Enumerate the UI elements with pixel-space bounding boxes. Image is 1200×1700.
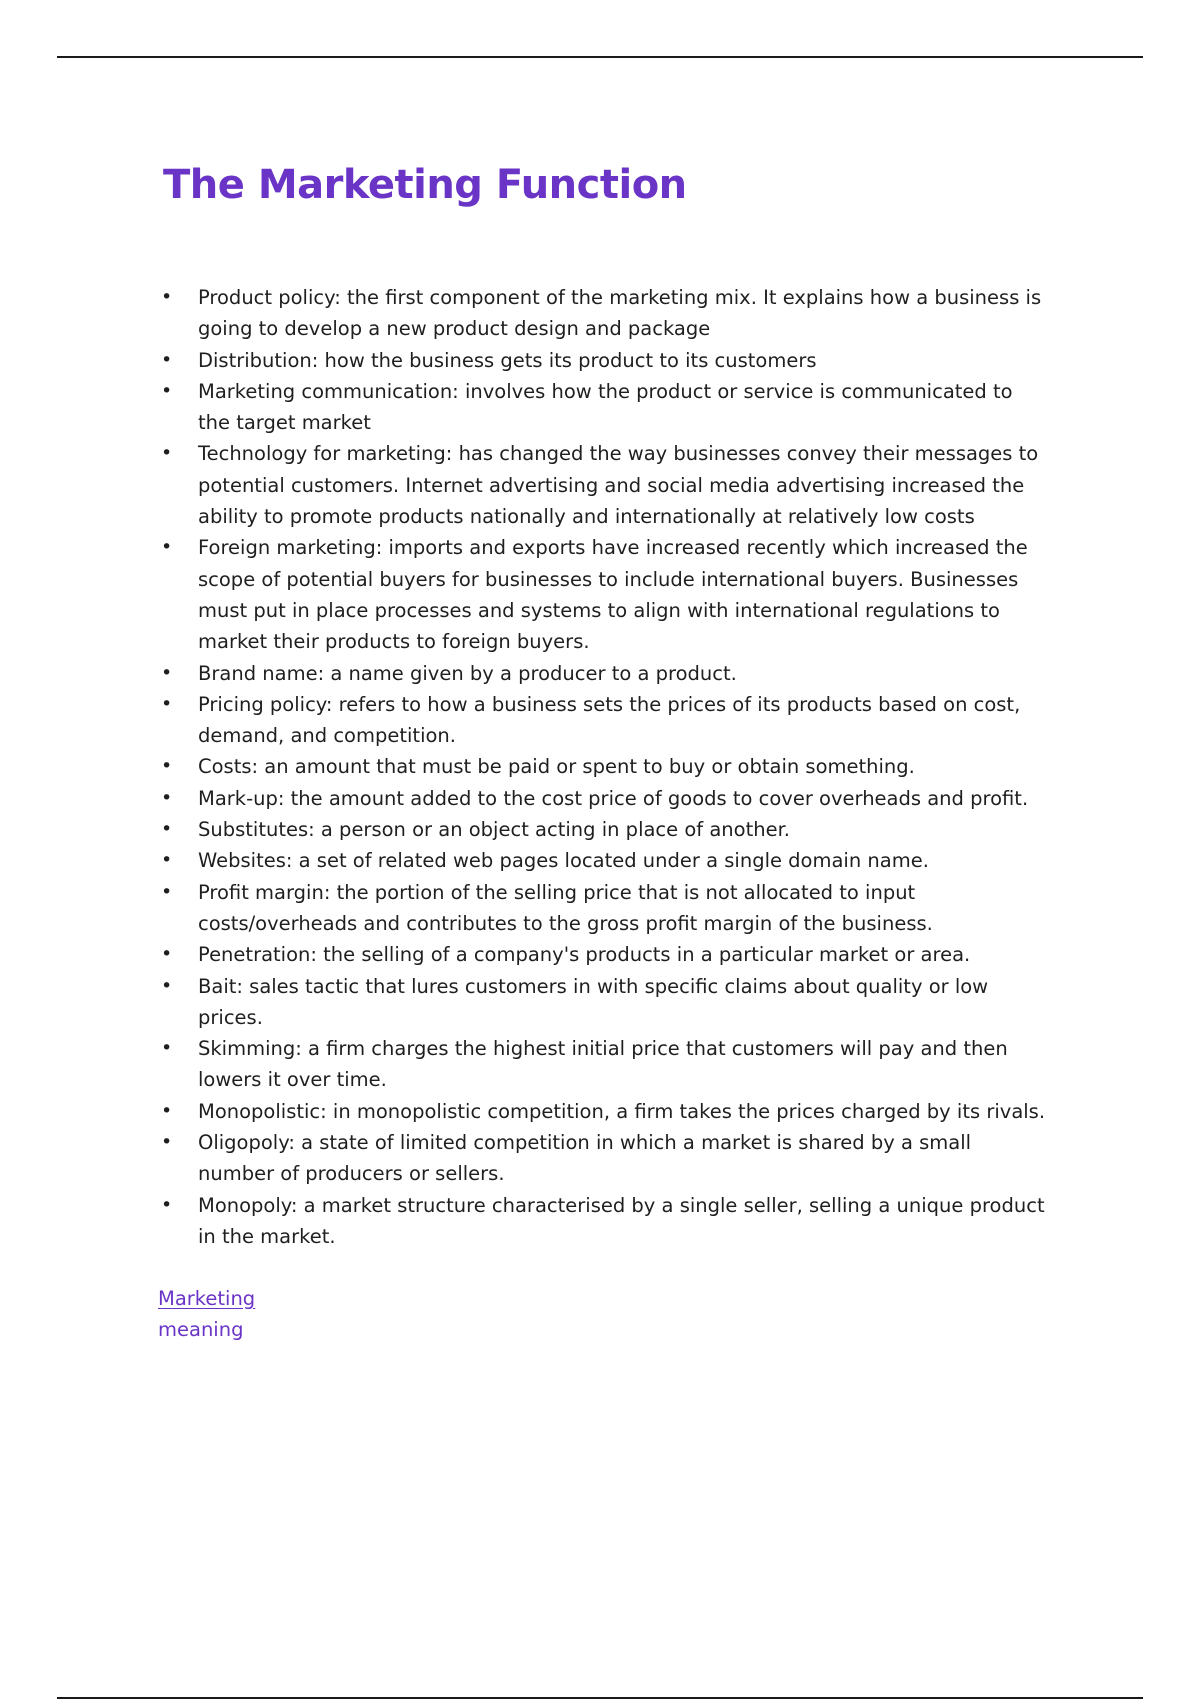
list-item-text: Substitutes: a person or an object acting in place of another.	[198, 818, 791, 842]
list-item	[158, 845, 1048, 876]
list-item-text: Distribution: how the business gets its product to its customers	[198, 348, 817, 372]
list-item-text: Oligopoly: a state of limited competition in which a market is shared by a small number of producers or sellers.	[198, 1131, 972, 1186]
bullet-icon: •	[161, 786, 173, 809]
bullet-icon: •	[161, 1193, 173, 1216]
list-item-text: Pricing policy: refers to how a business sets the prices of its products based on cost, demand, and competition.	[198, 692, 1021, 748]
link-line-1[interactable]: Marketing	[158, 1287, 256, 1310]
bullet-icon: •	[161, 880, 173, 903]
list-item-text: Monopolistic: in monopolistic competition, a firm takes the prices charged by its rivals.	[198, 1099, 1046, 1123]
marketing-meaning-link[interactable]	[158, 1283, 255, 1345]
bullet-icon: •	[161, 286, 173, 308]
list-item	[158, 1096, 1048, 1127]
bullet-icon: •	[161, 849, 173, 872]
list-item-text: Product policy: the first component of the marketing mix. It explains how a business is going to develop a new product design and package	[198, 286, 1042, 341]
list-item-text: Websites: a set of related web pages located under a single domain name.	[198, 849, 929, 873]
list-item	[158, 814, 1048, 845]
bullet-icon: •	[161, 1037, 173, 1060]
list-item	[158, 971, 1048, 1034]
list-item	[158, 1033, 1048, 1096]
bullet-icon: •	[161, 1099, 173, 1122]
bullet-icon: •	[161, 442, 173, 465]
list-item	[158, 282, 1048, 345]
list-item	[158, 438, 1048, 532]
list-item	[158, 345, 1048, 376]
link-line-2[interactable]: meaning	[158, 1318, 244, 1341]
list-item	[158, 783, 1048, 814]
list-item-text: Monopoly: a market structure characterised by a single seller, selling a unique product in the market.	[198, 1193, 1045, 1248]
bullet-icon: •	[161, 348, 173, 371]
list-item-text: Mark-up: the amount added to the cost price of goods to cover overheads and profit.	[198, 786, 1029, 810]
list-item	[158, 689, 1048, 752]
list-item	[158, 1190, 1048, 1253]
list-item-text: Marketing communication: involves how the product or service is communicated to the target market	[198, 379, 1013, 435]
bullet-icon: •	[161, 379, 173, 402]
bullet-icon: •	[161, 661, 173, 684]
list-item	[158, 1127, 1048, 1190]
list-item-text: Costs: an amount that must be paid or spent to buy or obtain something.	[198, 755, 915, 779]
list-item-text: Profit margin: the portion of the selling price that is not allocated to input costs/overheads and contributes to the gross profit margin of the business.	[198, 880, 933, 935]
list-item	[158, 751, 1048, 782]
list-item-text: Brand name: a name given by a producer to a product.	[198, 661, 737, 685]
bullet-icon: •	[161, 1131, 173, 1154]
top-divider	[57, 56, 1143, 58]
page-title: The Marketing Function	[163, 162, 687, 208]
bullet-icon: •	[161, 755, 173, 778]
bottom-divider	[57, 1697, 1143, 1699]
list-item	[158, 877, 1048, 940]
list-item	[158, 532, 1048, 657]
bullet-icon: •	[161, 943, 173, 966]
bullet-icon: •	[161, 692, 173, 715]
list-item-text: Foreign marketing: imports and exports have increased recently which increased the scope of potential buyers for businesses to include international buyers. Businesses must put in place processes and systems to align with international regulations to market their products to foreign buyers.	[198, 536, 1028, 654]
terms-list	[158, 282, 1048, 1252]
list-item	[158, 376, 1048, 439]
list-item-text: Bait: sales tactic that lures customers in with specific claims about quality or low prices.	[198, 974, 989, 1029]
list-item-text: Skimming: a firm charges the highest initial price that customers will pay and then lowers it over time.	[198, 1037, 1008, 1092]
bullet-icon: •	[161, 974, 173, 997]
list-item-text: Penetration: the selling of a company's products in a particular market or area.	[198, 943, 971, 967]
list-item-text: Technology for marketing: has changed the way businesses convey their messages to potential customers. Internet advertising and social media advertising increased the ability to promote products nationally and internationally at relatively low costs	[198, 442, 1039, 529]
list-item	[158, 658, 1048, 689]
list-item	[158, 939, 1048, 970]
bullet-icon: •	[161, 536, 173, 559]
bullet-icon: •	[161, 818, 173, 841]
